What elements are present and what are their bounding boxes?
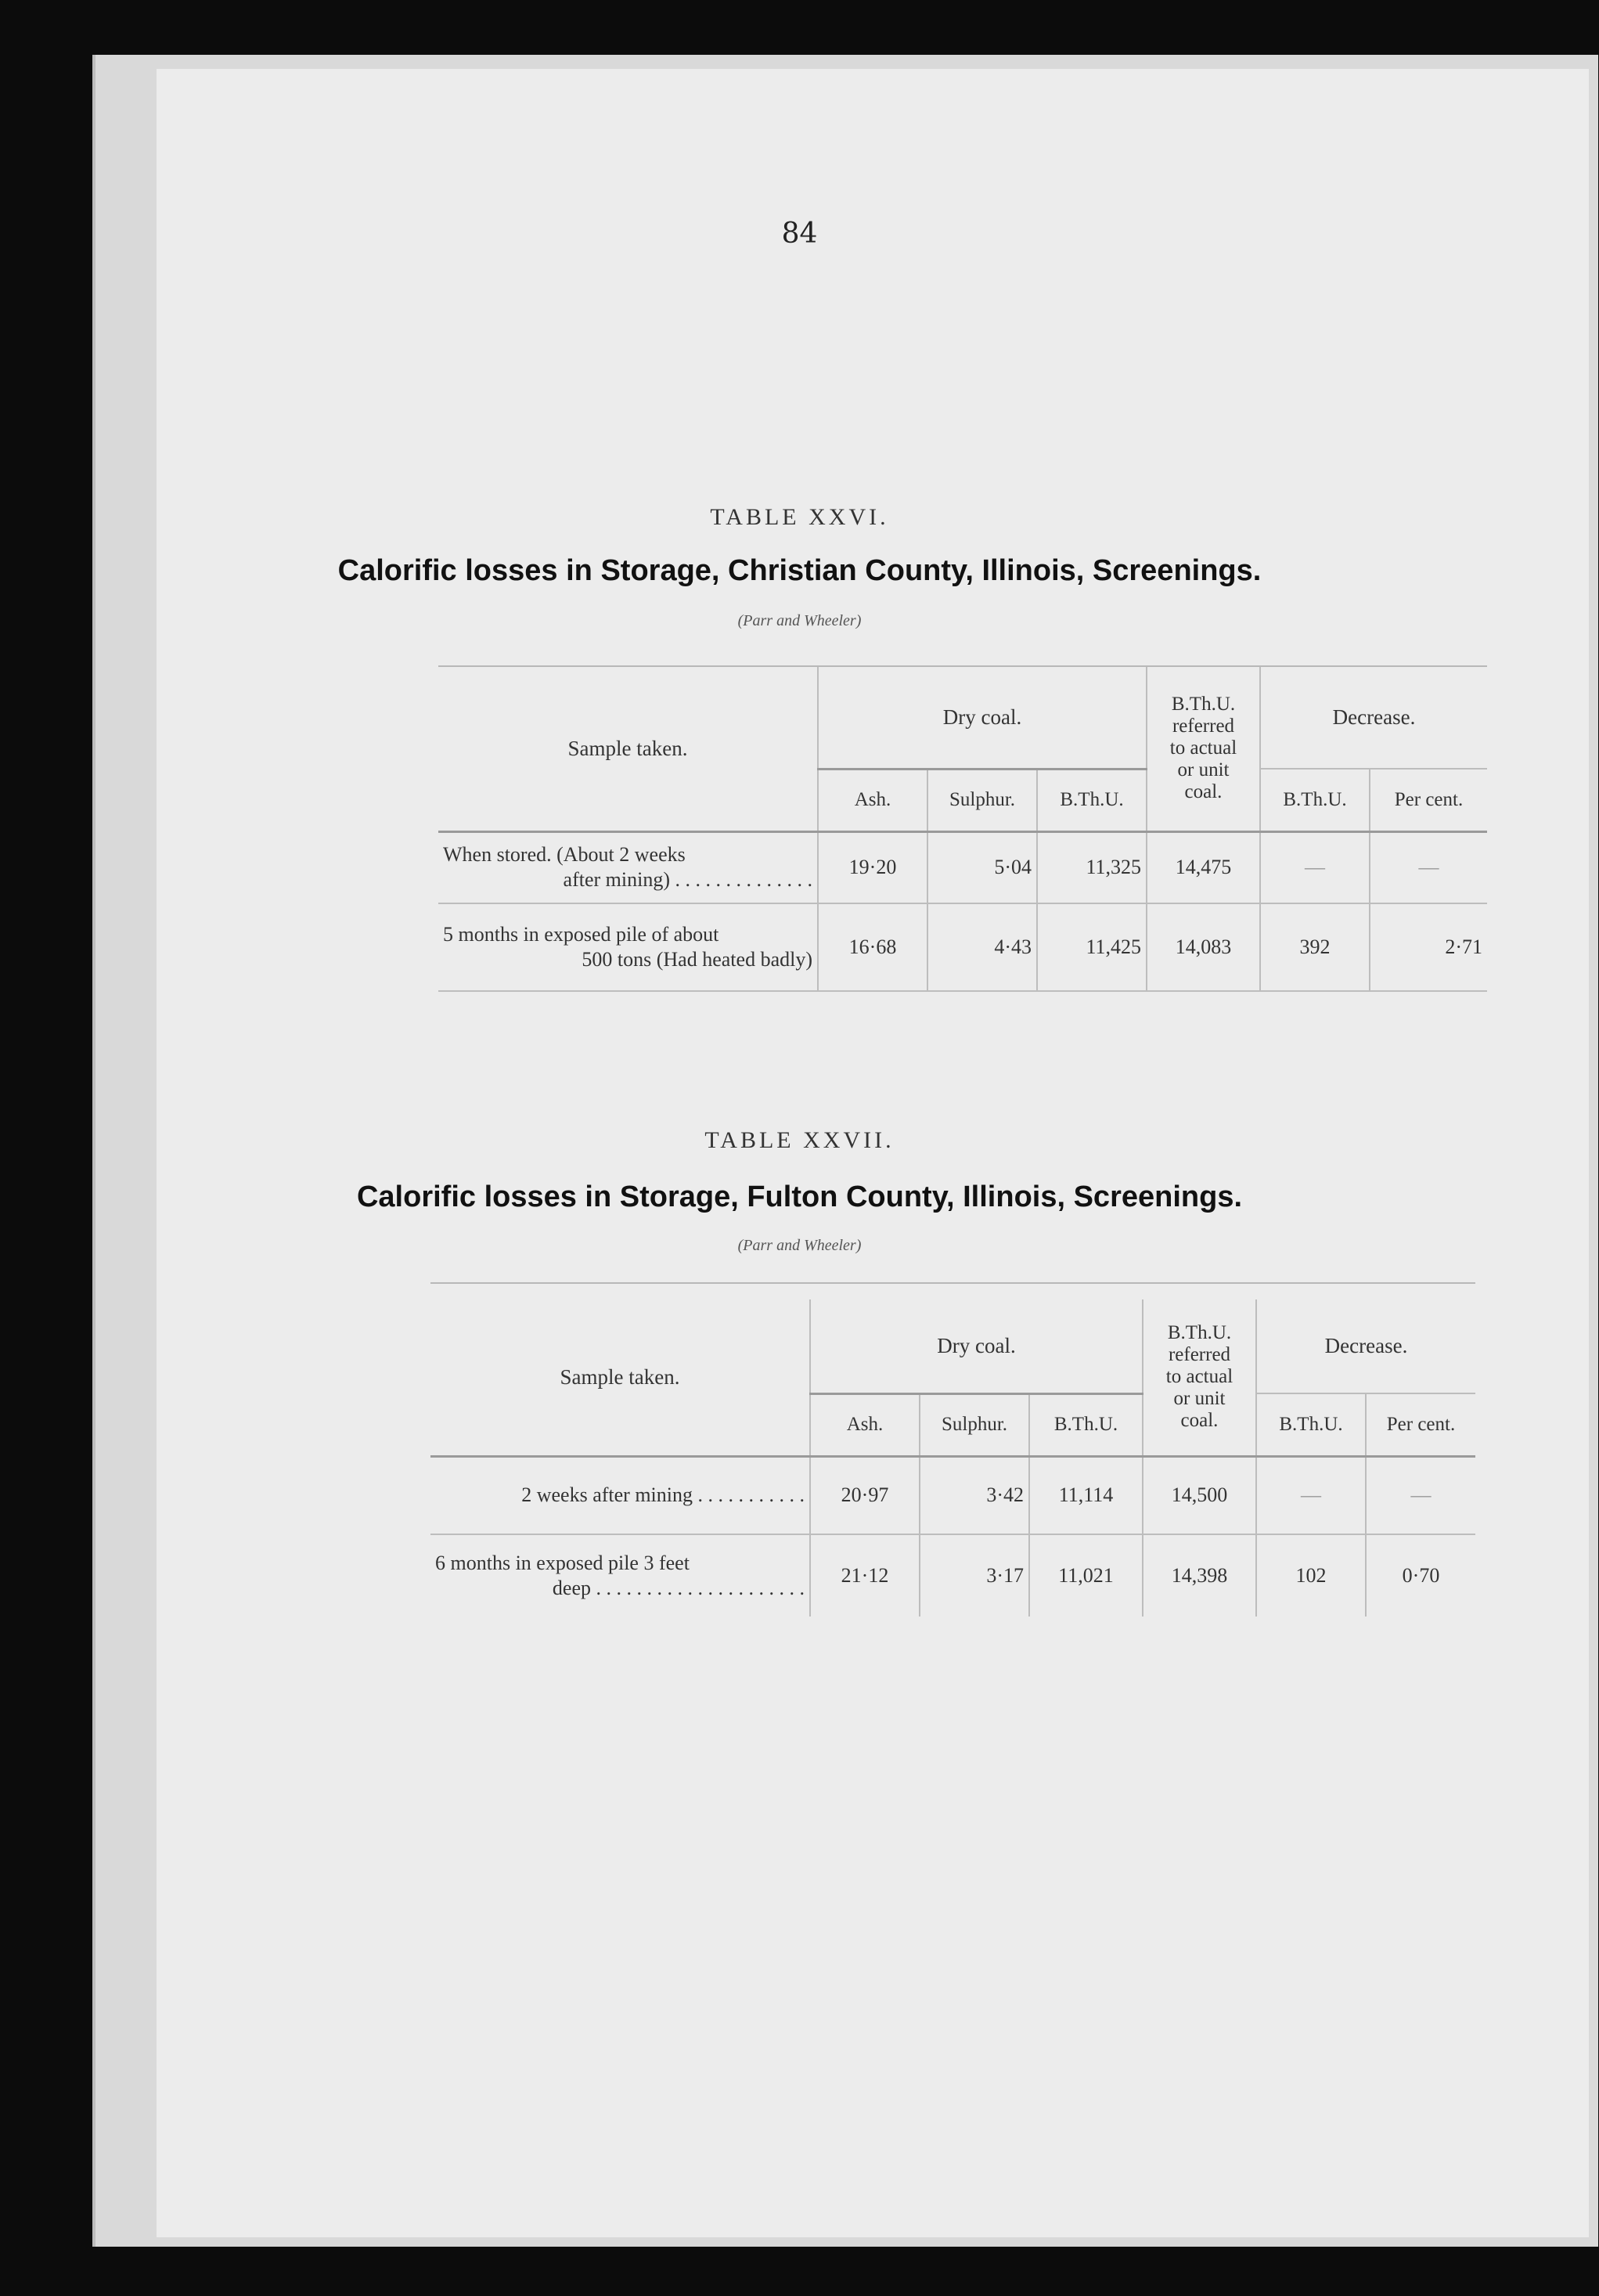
table-27-row-1-per-cent: — [1366, 1456, 1475, 1534]
table-27-row-2-btu-unit: 14,398 [1143, 1534, 1256, 1617]
table-27-label: TABLE XXVII. [704, 1127, 895, 1153]
table-27-row-1-btu: 11,114 [1029, 1456, 1143, 1534]
table-27-header-sulphur: Sulphur. [920, 1393, 1029, 1456]
table-26-header-decrease: Decrease. [1260, 667, 1487, 769]
table-26-label: TABLE XXVI. [710, 504, 889, 530]
table-26-header-btu-referred: B.Th.U. referred to actual or unit coal. [1147, 667, 1260, 831]
table-26-header-sulphur: Sulphur. [927, 769, 1037, 831]
table-row [438, 831, 1487, 903]
page-number: 84 [781, 218, 818, 250]
table-26-row-2-btu-unit: 14,083 [1147, 903, 1260, 991]
table-27-header-btu-referred: B.Th.U. referred to actual or unit coal. [1143, 1299, 1256, 1456]
table-26-row-1-btu-unit: 14,475 [1147, 831, 1260, 903]
table-26-header-per-cent: Per cent. [1370, 769, 1487, 831]
table-27-row-2-ash: 21·12 [810, 1534, 920, 1617]
table-26-header-sample: Sample taken. [438, 667, 818, 831]
table-26-header-btu: B.Th.U. [1037, 769, 1147, 831]
table-27-header-btu: B.Th.U. [1029, 1393, 1143, 1456]
table-26 [438, 667, 1487, 992]
table-27 [430, 1299, 1475, 1617]
table-26-row-1-dec-btu: — [1260, 831, 1370, 903]
table-27-header-decrease: Decrease. [1256, 1299, 1475, 1393]
table-27-title: Calorific losses in Storage, Fulton County, Illinois, Screenings. [356, 1180, 1243, 1213]
table-27-header-per-cent: Per cent. [1366, 1393, 1475, 1456]
table-27-row-2-sample: 6 months in exposed pile 3 feet deep . . . . . . . . . . . . . . . . . . . . . [435, 1552, 805, 1599]
table-27-row-1-dec-btu: — [1256, 1456, 1366, 1534]
table-26-row-2-ash: 16·68 [818, 903, 927, 991]
table-27-header-dry-coal: Dry coal. [810, 1299, 1143, 1393]
table-26-row-1-btu: 11,325 [1037, 831, 1147, 903]
table-row [430, 1456, 1475, 1534]
table-27-row-2-btu: 11,021 [1029, 1534, 1143, 1617]
table-27-row-1-sample: 2 weeks after mining . . . . . . . . . . . [430, 1456, 810, 1534]
table-27-row-1-ash: 20·97 [810, 1456, 920, 1534]
table-26-row-1-ash: 19·20 [818, 831, 927, 903]
table-26-row-1-per-cent: — [1370, 831, 1487, 903]
table-27-header-dec-btu: B.Th.U. [1256, 1393, 1366, 1456]
table-26-source: (Parr and Wheeler) [737, 612, 862, 629]
table-27-top-rule [430, 1282, 1475, 1284]
table-26-header-dry-coal: Dry coal. [818, 667, 1147, 769]
table-row [430, 1534, 1475, 1617]
table-27-source: (Parr and Wheeler) [737, 1237, 862, 1254]
table-26-title: Calorific losses in Storage, Christian County, Illinois, Screenings. [337, 554, 1262, 587]
table-26-row-2-dec-btu: 392 [1260, 903, 1370, 991]
table-27-row-2-sulphur: 3·17 [920, 1534, 1029, 1617]
table-26-header-dec-btu: B.Th.U. [1260, 769, 1370, 831]
table-26-row-1-sample: When stored. (About 2 weeks after mining) . . . . . . . . . . . . . . [438, 831, 818, 903]
table-27-header-sample: Sample taken. [430, 1299, 810, 1456]
table-26-header-ash: Ash. [818, 769, 927, 831]
table-27-row-1-sulphur: 3·42 [920, 1456, 1029, 1534]
table-row [438, 903, 1487, 991]
table-26-row-2-sulphur: 4·43 [927, 903, 1037, 991]
table-26-row-2-btu: 11,425 [1037, 903, 1147, 991]
table-27-row-2-dec-btu: 102 [1256, 1534, 1366, 1617]
table-26-row-1-sulphur: 5·04 [927, 831, 1037, 903]
table-26-row-2-sample: 5 months in exposed pile of about 500 tons (Had heated badly) [438, 903, 818, 991]
table-27-row-2-per-cent: 0·70 [1366, 1534, 1475, 1617]
table-27-header-ash: Ash. [810, 1393, 920, 1456]
table-26-row-2-per-cent: 2·71 [1370, 903, 1487, 991]
table-27-row-1-btu-unit: 14,500 [1143, 1456, 1256, 1534]
